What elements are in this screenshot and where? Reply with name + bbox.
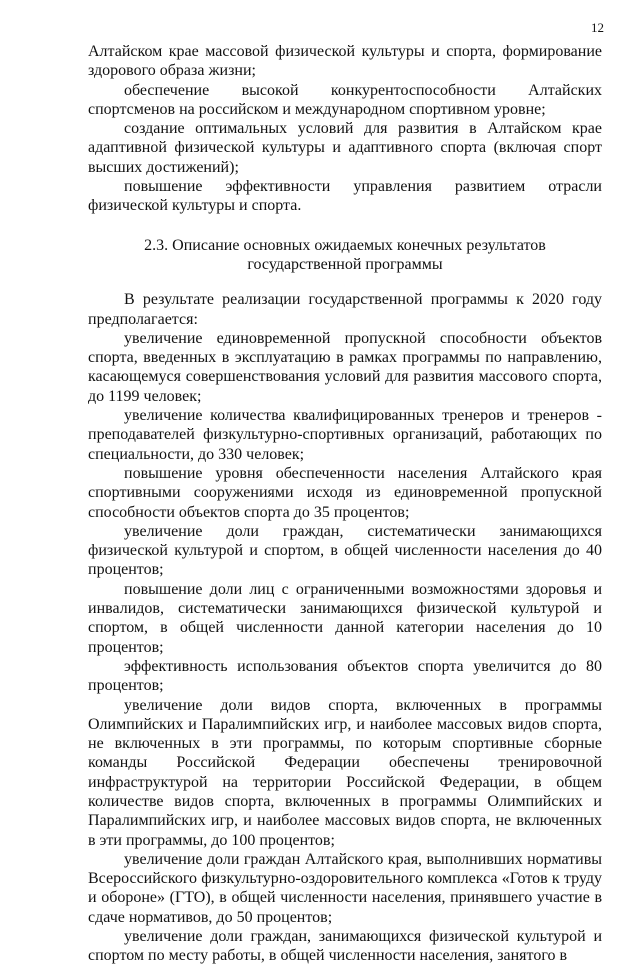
section-heading: 2.3. Описание основных ожидаемых конечных результатов государственной программы: [144, 236, 546, 273]
result-item: увеличение доли граждан, систематически занимающихся физической культурой и спортом, в общей численности населения до 40 процентов;: [88, 522, 602, 579]
page-number: 12: [591, 20, 604, 35]
result-item: увеличение доли граждан, занимающихся физической культурой и спортом по месту работы, в общей численности населения, занятого в: [88, 928, 602, 965]
lead-paragraph: В результате реализации государственной программы к 2020 году предполагается:: [88, 291, 602, 328]
result-item: увеличение доли видов спорта, включенных в программы Олимпийских и Паралимпийских игр, и наиболее массовых видов спорта, не включенных в эти программы, по которым спортивные сборные команды Российской Федерации обеспечены тренировочной инфраструктурой на территории Российской Федерации, в общем количестве видов спорта, включенных в программы Олимпийских и Паралимпийских игр, и наиболее массовых видов спорта, не включенных в эти программы, до 100 процентов;: [88, 696, 602, 849]
document-body: [88, 42, 602, 966]
result-item: повышение уровня обеспеченности населения Алтайского края спортивными сооружениями исходя из единовременной пропускной способности объектов спорта до 35 процентов;: [88, 464, 602, 521]
result-item: увеличение доли граждан Алтайского края, выполнивших нормативы Всероссийского физкультурно-оздоровительного комплекса «Готов к труду и обороне» (ГТО), в общей численности населения, принявшего участие в сдаче нормативов, до 50 процентов;: [88, 850, 602, 926]
intro-paragraph: повышение эффективности управления развитием отрасли физической культуры и спорта.: [88, 178, 602, 215]
result-item: увеличение единовременной пропускной способности объектов спорта, введенных в эксплуатацию в рамках программы по направлению, касающемуся совершенствования условий для развития массового спорта, до 1199 человек;: [88, 329, 602, 405]
intro-paragraph: создание оптимальных условий для развития в Алтайском крае адаптивной физической культуры и адаптивного спорта (включая спорт высших достижений);: [88, 120, 602, 176]
intro-paragraph: Алтайском крае массовой физической культуры и спорта, формирование здорового образа жизни;: [88, 43, 602, 80]
result-item: увеличение количества квалифицированных тренеров и тренеров - преподавателей физкультурно-спортивных организаций, работающих по специальности, до 330 человек;: [88, 407, 602, 463]
result-item: повышение доли лиц с ограниченными возможностями здоровья и инвалидов, систематически занимающихся физической культурой и спортом, в общей численности данной категории населения до 10 процентов;: [88, 580, 602, 656]
result-item: эффективность использования объектов спорта увеличится до 80 процентов;: [88, 657, 602, 695]
intro-paragraph: обеспечение высокой конкурентоспособности Алтайских спортсменов на российском и международном спортивном уровне;: [88, 81, 602, 118]
